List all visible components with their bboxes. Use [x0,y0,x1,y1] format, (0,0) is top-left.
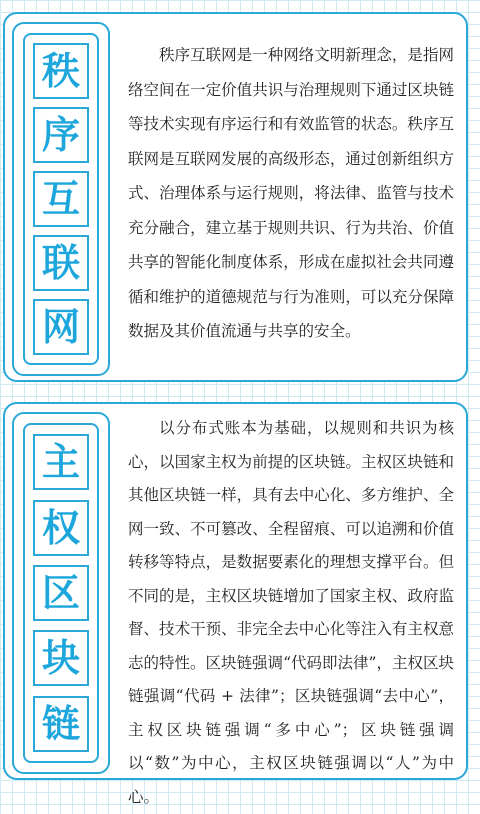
title-char-box [33,630,89,686]
body-text-orderly-internet: 秩序互联网是一种网络文明新理念，是指网络空间在一定价值共识与治理规则下通过区块链等技术实现有序运行和有效监管的状态。秩序互联网是互联网发展的高级形态，通过创新组织方式、治理体系与运行规则，将法律、监管与技术充分融合，建立基于规则共识、行为共治、价值共享的智能化制度体系，形成在虚拟社会共同遵循和维护的道德规范与行为准则，可以充分保障数据及其价值流通与共享的安全。 [128,46,454,340]
title-char: 联 [41,241,80,285]
title-tab-orderly-internet [12,22,110,376]
title-char-box [33,696,89,752]
title-char-box [33,299,89,355]
title-char-box [33,43,89,99]
title-char-box [33,434,89,490]
title-tab-inner [23,423,99,763]
title-char: 主 [41,440,80,485]
title-char: 权 [41,505,80,550]
title-char: 网 [41,305,80,349]
title-char: 块 [41,636,80,681]
title-char: 秩 [41,49,80,93]
title-char: 区 [41,570,80,615]
title-char: 互 [41,177,80,221]
title-char-box [33,500,89,556]
title-char: 序 [41,113,80,157]
title-tab-inner [23,33,99,365]
title-char: 链 [41,701,80,746]
title-char-box [33,235,89,291]
title-char-stack [25,35,97,363]
body-text-sovereign-blockchain: 以分布式账本为基础，以规则和共识为核心，以国家主权为前提的区块链。主权区块链和其他区块链一样，具有去中心化、多方维护、全网一致、不可篡改、全程留痕、可以追溯和价值转移等特点，是数据要素化的理想支撑平台。但不同的是，主权区块链增加了国家主权、政府监督、技术干预、非完全去中心化等注入有主权意志的特性。区块链强调“代码即法律”，主权区块链强调“代码 + 法律”；区块链强调“去中心”，主权区块链强调“多中心”；区块链强调以“数”为中心，主权区块链强调以“人”为中心。 [128,419,454,806]
title-char-stack [25,425,97,761]
title-char-box [33,107,89,163]
title-tab-sovereign-blockchain [12,412,110,774]
title-char-box [33,565,89,621]
title-char-box [33,171,89,227]
